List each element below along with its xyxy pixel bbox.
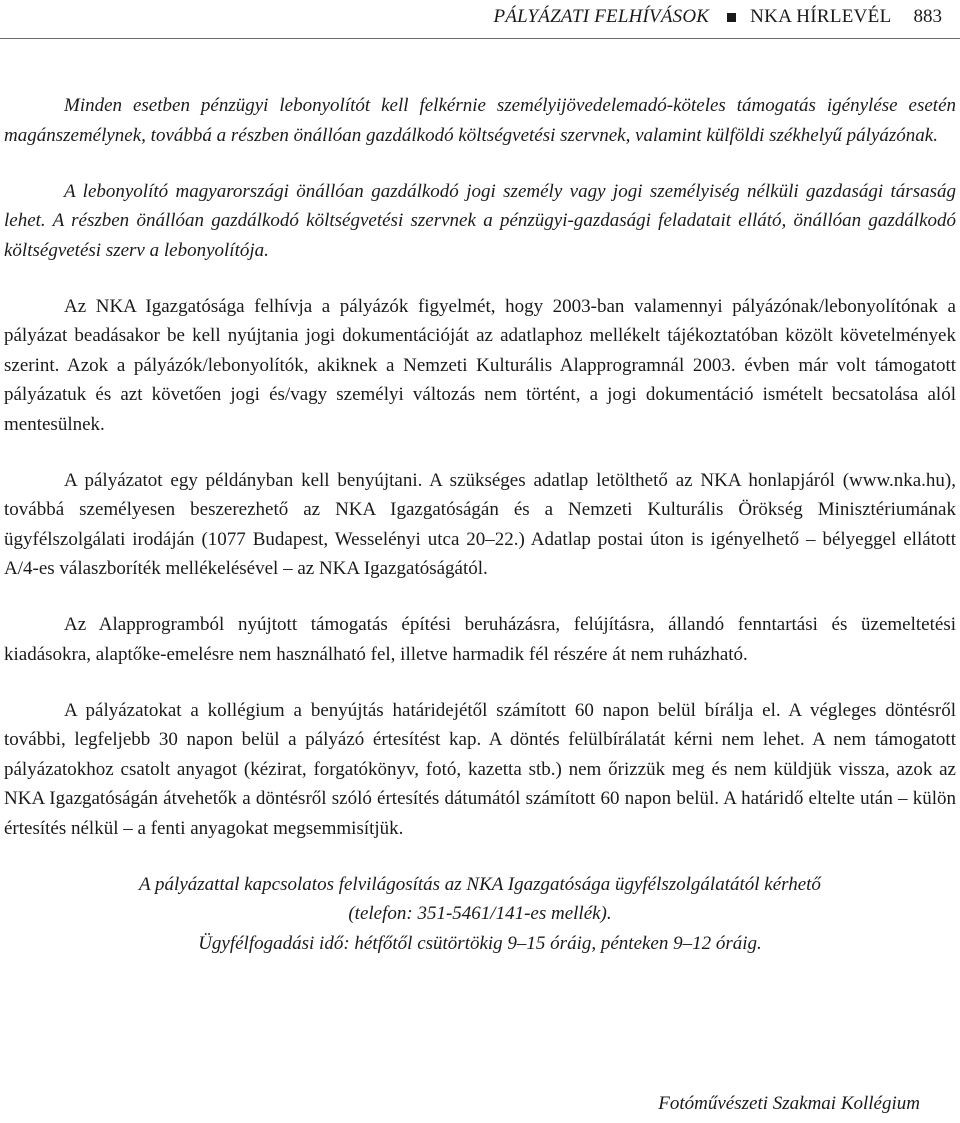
signature: Fotóművészeti Szakmai Kollégium xyxy=(658,1093,920,1114)
contact-line-info: A pályázattal kapcsolatos felvilágosítás az NKA Igazgatósága ügyfélszolgálatától kérhető xyxy=(139,873,821,895)
header-title: NKA HÍRLEVÉL xyxy=(750,6,892,27)
document-body xyxy=(4,91,956,958)
square-bullet-icon xyxy=(727,13,736,22)
page-number: 883 xyxy=(913,6,942,27)
contact-line-phone: (telefon: 351-5461/141-es mellék). xyxy=(348,903,612,924)
paragraph-submission: A pályázatot egy példányban kell benyújtani. A szükséges adatlap letölthető az NKA honlapjáról (www.nka.hu), továbbá személyesen beszerezhető az NKA Igazgatóságán és a Nemzeti Kulturális Örökség Minisztériumának ügyfélszolgálati irodáján (1077 Budapest, Wesselényi utca 20–22.) Adatlap postai úton is igényelhető – bélyeggel ellátott A/4-es válaszboríték mellékelésével – az NKA Igazgatóságától. xyxy=(4,469,956,579)
paragraph-funding-restrictions: Az Alapprogramból nyújtott támogatás építési beruházásra, felújításra, állandó fenntartási és üzemeltetési kiadásokra, alaptőke-emelésre nem használható fel, illetve harmadik fél részére át nem ruházható. xyxy=(4,614,956,665)
header-rule xyxy=(0,38,960,39)
contact-line-hours: Ügyfélfogadási idő: hétfőtől csütörtökig 9–15 óráig, pénteken 9–12 óráig. xyxy=(198,932,762,954)
paragraph-agent-eligibility: A lebonyolító magyarországi önállóan gazdálkodó jogi személy vagy jogi személyiség nélküli gazdasági társaság lehet. A részben önállóan gazdálkodó költségvetési szervnek a pénzügyi-gazdasági feladatait ellátó, önállóan gazdálkodó költségvetési szerv a lebonyolítója. xyxy=(4,180,956,261)
running-header xyxy=(494,6,942,28)
paragraph-legal-documentation: Az NKA Igazgatósága felhívja a pályázók figyelmét, hogy 2003-ban valamennyi pályázónak/lebonyolítónak a pályázat beadásakor be kell nyújtania jogi dokumentációját az adatlaphoz mellékelt tájékoztatóban közölt követelmények szerint. Azok a pályázók/lebonyolítók, akiknek a Nemzeti Kulturális Alapprogramnál 2003. évben már volt támogatott pályázatuk és azt követően jogi és/vagy személyi változás nem történt, a jogi dokumentáció ismételt becsatolása alól mentesülnek. xyxy=(4,295,956,435)
paragraph-evaluation: A pályázatokat a kollégium a benyújtás határidejétől számított 60 napon belül bírálja el. A végleges döntésről további, legfeljebb 30 napon belül a pályázó értesítést kap. A döntés felülbírálatát kérni nem lehet. A nem támogatott pályázatokhoz csatolt anyagot (kézirat, forgatókönyv, fotó, kazetta stb.) nem őrizzük meg és nem küldjük vissza, azok az NKA Igazgatóságán átvehetők a döntésről szóló értesítés dátumától számított 60 napon belül. A határidő eltelte után – külön értesítés nélkül – a fenti anyagokat megsemmisítjük. xyxy=(4,699,956,839)
contact-block xyxy=(4,870,956,959)
header-section: PÁLYÁZATI FELHÍVÁSOK xyxy=(493,6,710,27)
paragraph-financial-agent: Minden esetben pénzügyi lebonyolítót kell felkérnie személyijövedelemadó-köteles támogatás igénylése esetén magánszemélynek, továbbá a részben önállóan gazdálkodó költségvetési szervnek, valamint külföldi székhelyű pályázónak. xyxy=(4,95,956,146)
